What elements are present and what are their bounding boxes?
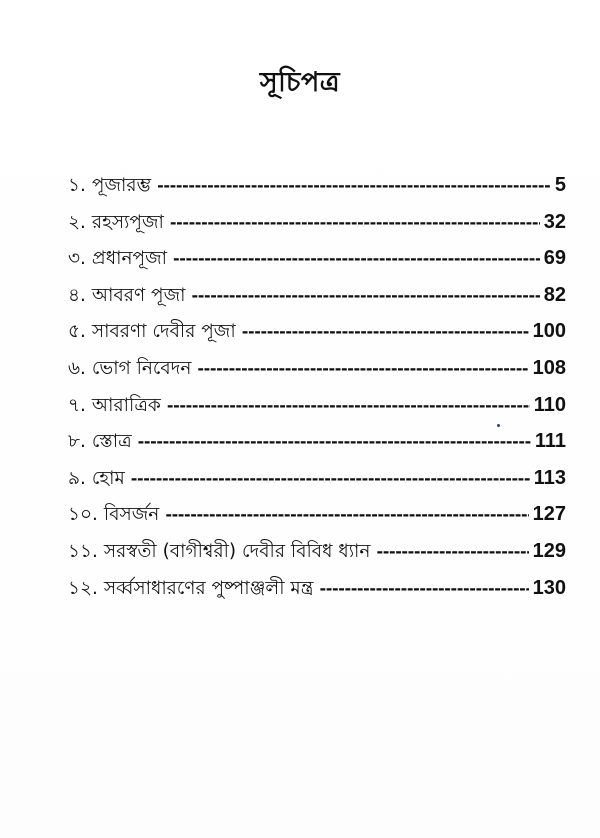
- ink-speck: [497, 424, 500, 427]
- toc-entry-title: সাবরণা দেবীর পূজা: [91, 321, 236, 343]
- dotted-leader: [165, 505, 528, 524]
- toc-entry[interactable]: [68, 208, 566, 245]
- toc-entry[interactable]: [68, 464, 566, 501]
- dotted-leader: [242, 322, 529, 341]
- toc-entry[interactable]: [68, 281, 566, 318]
- toc-entry-number: ৮.: [68, 431, 86, 453]
- toc-entry[interactable]: [68, 500, 566, 537]
- toc-entry-number: ৪.: [68, 284, 86, 306]
- toc-entry-page: 129: [532, 539, 566, 562]
- toc-entry-page: 113: [533, 466, 566, 489]
- toc-entry[interactable]: [68, 391, 566, 428]
- toc-entry-number: ১.: [68, 175, 86, 196]
- toc-entry-page: 32: [543, 210, 566, 233]
- toc-entry[interactable]: [68, 171, 566, 208]
- dotted-leader: [191, 286, 539, 305]
- toc-entry-page: 108: [532, 356, 566, 379]
- toc-entry-page: 110: [533, 393, 566, 416]
- dotted-leader: [138, 432, 531, 451]
- toc-entry-number: ৩.: [68, 248, 86, 270]
- toc-entry-page: 82: [543, 283, 566, 306]
- toc-entry-title: সরস্বতী (বাগীশ্বরী) দেবীর বিবিধ ধ্যান: [103, 540, 371, 562]
- toc-entry-title: আবরণ পূজা: [91, 284, 186, 306]
- toc-entry-page: 127: [532, 503, 566, 526]
- toc-entry-page: 111: [534, 430, 566, 453]
- dotted-leader: [157, 176, 551, 195]
- toc-entry-page: 5: [554, 174, 566, 196]
- toc-entry[interactable]: [68, 244, 566, 281]
- toc-entry[interactable]: [68, 427, 566, 464]
- dotted-leader: [197, 359, 528, 378]
- page-title: সূচিপত্র: [259, 67, 341, 99]
- dotted-leader: [167, 396, 530, 415]
- dotted-leader: [170, 213, 540, 232]
- toc-entry-title: বিসর্জন: [103, 504, 160, 526]
- toc-entry-number: ১১.: [68, 540, 98, 562]
- toc-entry-number: ৫.: [68, 321, 86, 343]
- table-of-contents: [68, 171, 566, 610]
- toc-entry-number: ৯.: [68, 467, 86, 489]
- toc-entry-title: আরাত্রিক: [91, 394, 161, 416]
- dotted-leader: [131, 469, 530, 488]
- dotted-leader: [319, 579, 528, 598]
- toc-entry-number: ১০.: [68, 504, 98, 526]
- dotted-leader: [376, 542, 528, 561]
- toc-entry-number: ৬.: [68, 357, 86, 379]
- toc-entry[interactable]: [68, 354, 566, 391]
- toc-entry-number: ২.: [68, 211, 86, 233]
- toc-entry-title: রহস্যপূজা: [91, 211, 164, 233]
- toc-entry[interactable]: [68, 537, 566, 574]
- toc-entry-title: প্রধানপূজা: [91, 248, 167, 270]
- toc-entry[interactable]: [68, 574, 566, 611]
- toc-entry-title: ভোগ নিবেদন: [91, 357, 192, 379]
- dotted-leader: [173, 249, 540, 268]
- toc-entry-title: স্তোত্র: [91, 431, 132, 453]
- toc-entry-title: পূজারম্ভ: [91, 175, 152, 196]
- toc-entry[interactable]: [68, 317, 566, 354]
- toc-entry-number: ১২.: [68, 577, 98, 599]
- toc-entry-title: সর্ব্বসাধারণের পুষ্পাঞ্জলী মন্ত্র: [103, 577, 314, 599]
- toc-entry-title: হোম: [91, 467, 125, 489]
- toc-entry-page: 100: [532, 320, 566, 343]
- toc-entry-number: ৭.: [68, 394, 86, 416]
- toc-entry-page: 130: [532, 576, 566, 599]
- toc-entry-page: 69: [543, 247, 566, 270]
